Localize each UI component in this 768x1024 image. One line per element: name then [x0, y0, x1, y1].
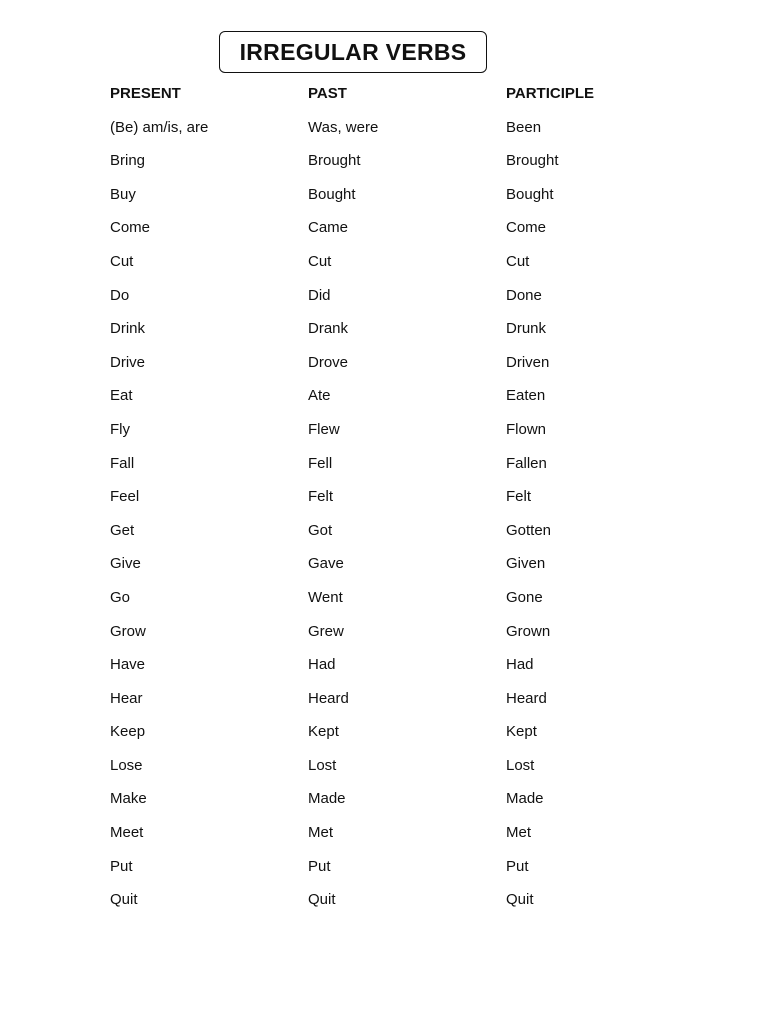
- past-cell: Went: [308, 588, 343, 606]
- participle-cell: Eaten: [506, 387, 546, 405]
- past-cell: Brought: [308, 152, 361, 170]
- present-cell: Go: [110, 588, 131, 606]
- present-cell: Drive: [110, 353, 146, 371]
- table-row: [110, 890, 710, 924]
- present-cell: Lose: [110, 756, 143, 774]
- table-row: [110, 789, 710, 823]
- past-cell: Grew: [308, 622, 344, 640]
- participle-cell: Drunk: [506, 320, 547, 338]
- participle-cell: Given: [506, 555, 546, 573]
- page-title: IRREGULAR VERBS: [239, 38, 467, 65]
- participle-cell: Gotten: [506, 521, 552, 539]
- past-cell: Lost: [308, 756, 337, 774]
- table-row: [110, 857, 710, 891]
- table-row: [110, 722, 710, 756]
- present-cell: Bring: [110, 152, 146, 170]
- table-row: [110, 185, 710, 219]
- table-row: [110, 521, 710, 555]
- participle-cell: Been: [506, 118, 542, 136]
- table-row: [110, 286, 710, 320]
- participle-cell: Driven: [506, 353, 550, 371]
- participle-cell: Gone: [506, 588, 543, 606]
- participle-cell: Bought: [506, 185, 554, 203]
- past-cell: Drove: [308, 353, 349, 371]
- participle-cell: Grown: [506, 622, 551, 640]
- table-row: [110, 689, 710, 723]
- present-cell: Fall: [110, 454, 135, 472]
- past-cell: Quit: [308, 891, 336, 909]
- past-cell: Gave: [308, 555, 344, 573]
- present-cell: Have: [110, 656, 146, 674]
- present-cell: Come: [110, 219, 151, 237]
- table-row: [110, 554, 710, 588]
- participle-cell: Felt: [506, 488, 532, 506]
- title-box: [219, 31, 487, 73]
- past-cell: Had: [308, 656, 336, 674]
- table-row: [110, 588, 710, 622]
- participle-cell: Come: [506, 219, 547, 237]
- past-cell: Felt: [308, 488, 334, 506]
- past-cell: Heard: [308, 689, 349, 707]
- past-cell: Fell: [308, 454, 333, 472]
- present-cell: Make: [110, 790, 147, 808]
- verb-table: [110, 84, 710, 924]
- present-cell: Meet: [110, 824, 144, 842]
- table-row: [110, 756, 710, 790]
- present-cell: Buy: [110, 185, 136, 203]
- present-cell: (Be) am/is, are: [110, 118, 209, 136]
- participle-cell: Had: [506, 656, 534, 674]
- past-cell: Bought: [308, 185, 356, 203]
- table-row: [110, 454, 710, 488]
- past-cell: Got: [308, 521, 333, 539]
- present-cell: Grow: [110, 622, 146, 640]
- participle-cell: Lost: [506, 756, 535, 774]
- past-cell: Ate: [308, 387, 331, 405]
- present-cell: Drink: [110, 320, 146, 338]
- participle-cell: Fallen: [506, 454, 547, 472]
- table-row: [110, 420, 710, 454]
- table-row: [110, 151, 710, 185]
- table-row: [110, 622, 710, 656]
- table-row: [110, 319, 710, 353]
- column-header-present: PRESENT: [110, 85, 181, 102]
- participle-cell: Kept: [506, 723, 537, 741]
- table-row: [110, 386, 710, 420]
- past-cell: Came: [308, 219, 349, 237]
- table-row: [110, 655, 710, 689]
- table-row: [110, 487, 710, 521]
- past-cell: Met: [308, 824, 334, 842]
- participle-cell: Put: [506, 857, 529, 875]
- past-cell: Did: [308, 286, 331, 304]
- past-cell: Put: [308, 857, 331, 875]
- table-body: [110, 118, 710, 924]
- present-cell: Do: [110, 286, 130, 304]
- present-cell: Quit: [110, 891, 138, 909]
- participle-cell: Done: [506, 286, 542, 304]
- table-row: [110, 353, 710, 387]
- present-cell: Fly: [110, 420, 130, 438]
- present-cell: Get: [110, 521, 135, 539]
- present-cell: Eat: [110, 387, 133, 405]
- past-cell: Kept: [308, 723, 339, 741]
- table-row: [110, 218, 710, 252]
- present-cell: Put: [110, 857, 133, 875]
- table-row: [110, 823, 710, 857]
- present-cell: Hear: [110, 689, 143, 707]
- participle-cell: Met: [506, 824, 532, 842]
- past-cell: Was, were: [308, 118, 379, 136]
- present-cell: Feel: [110, 488, 140, 506]
- table-header: [110, 84, 710, 118]
- past-cell: Drank: [308, 320, 349, 338]
- column-header-past: PAST: [308, 85, 347, 102]
- table-row: [110, 252, 710, 286]
- participle-cell: Cut: [506, 252, 530, 270]
- present-cell: Give: [110, 555, 141, 573]
- past-cell: Made: [308, 790, 346, 808]
- column-header-participle: PARTICIPLE: [506, 85, 595, 102]
- participle-cell: Made: [506, 790, 544, 808]
- present-cell: Keep: [110, 723, 146, 741]
- past-cell: Cut: [308, 252, 332, 270]
- past-cell: Flew: [308, 420, 340, 438]
- participle-cell: Flown: [506, 420, 547, 438]
- participle-cell: Heard: [506, 689, 547, 707]
- table-row: [110, 118, 710, 152]
- present-cell: Cut: [110, 252, 134, 270]
- participle-cell: Brought: [506, 152, 559, 170]
- participle-cell: Quit: [506, 891, 534, 909]
